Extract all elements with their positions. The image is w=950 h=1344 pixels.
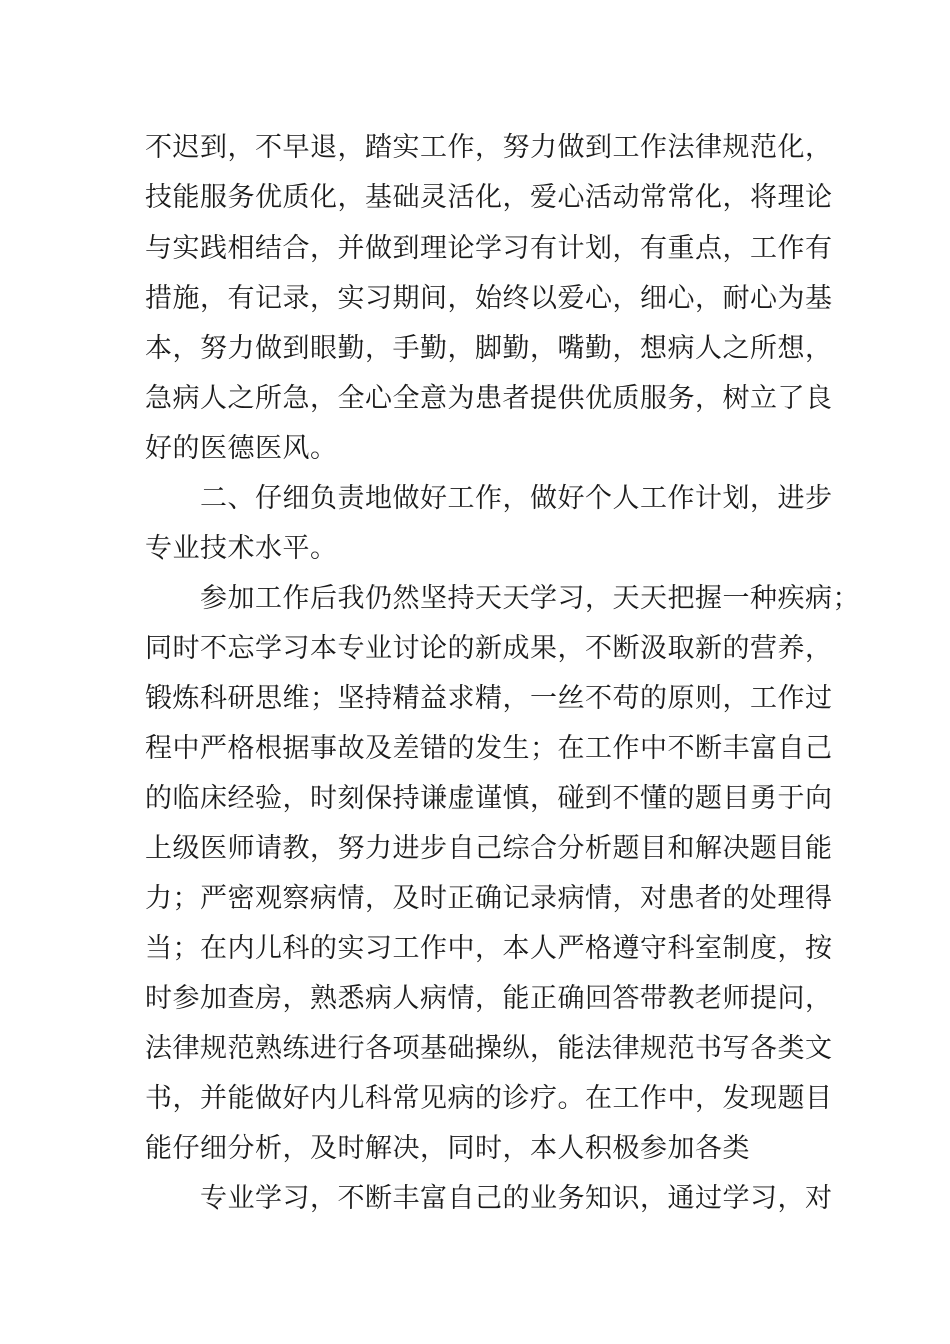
text-line-9: 专业技术水平。	[145, 533, 338, 564]
text-line-21: 能仔细分析，及时解决，同时，本人积极参加各类	[145, 1133, 750, 1164]
text-line-5: 本，努力做到眼勤，手勤，脚勤，嘴勤，想病人之所想，	[145, 333, 833, 364]
text-line-6: 急病人之所急，全心全意为患者提供优质服务，树立了良	[145, 383, 833, 414]
text-line-19: 法律规范熟练进行各项基础操纵，能法律规范书写各类文	[145, 1033, 833, 1064]
text-line-15: 上级医师请教，努力进步自己综合分析题目和解决题目能	[145, 833, 833, 864]
text-line-17: 当；在内儿科的实习工作中，本人严格遵守科室制度，按	[145, 933, 833, 964]
paragraph-start: 参加工作后我仍然坚持天天学习，天天把握一种疾病；	[200, 583, 860, 614]
text-line-20: 书，并能做好内儿科常见病的诊疗。在工作中，发现题目	[145, 1083, 833, 1114]
text-line-13: 程中严格根据事故及差错的发生；在工作中不断丰富自己	[145, 733, 833, 764]
section-heading-2: 二、仔细负责地做好工作，做好个人工作计划，进步	[200, 483, 833, 514]
text-line-4: 措施，有记录，实习期间，始终以爱心，细心，耐心为基	[145, 283, 833, 314]
text-line-16: 力；严密观察病情，及时正确记录病情，对患者的处理得	[145, 883, 833, 914]
text-line-14: 的临床经验，时刻保持谦虚谨慎，碰到不懂的题目勇于向	[145, 783, 833, 814]
text-line-18: 时参加查房，熟悉病人病情，能正确回答带教老师提问，	[145, 983, 833, 1014]
paragraph-start-2: 专业学习，不断丰富自己的业务知识，通过学习，对	[200, 1183, 833, 1214]
text-line-2: 技能服务优质化，基础灵活化，爱心活动常常化，将理论	[145, 182, 833, 213]
text-line-12: 锻炼科研思维；坚持精益求精，一丝不苟的原则，工作过	[145, 683, 833, 714]
text-line-1: 不迟到，不早退，踏实工作，努力做到工作法律规范化，	[145, 132, 833, 163]
text-line-11: 同时不忘学习本专业讨论的新成果，不断汲取新的营养，	[145, 633, 833, 664]
text-line-7: 好的医德医风。	[145, 433, 338, 464]
text-line-3: 与实践相结合，并做到理论学习有计划，有重点，工作有	[145, 233, 833, 264]
